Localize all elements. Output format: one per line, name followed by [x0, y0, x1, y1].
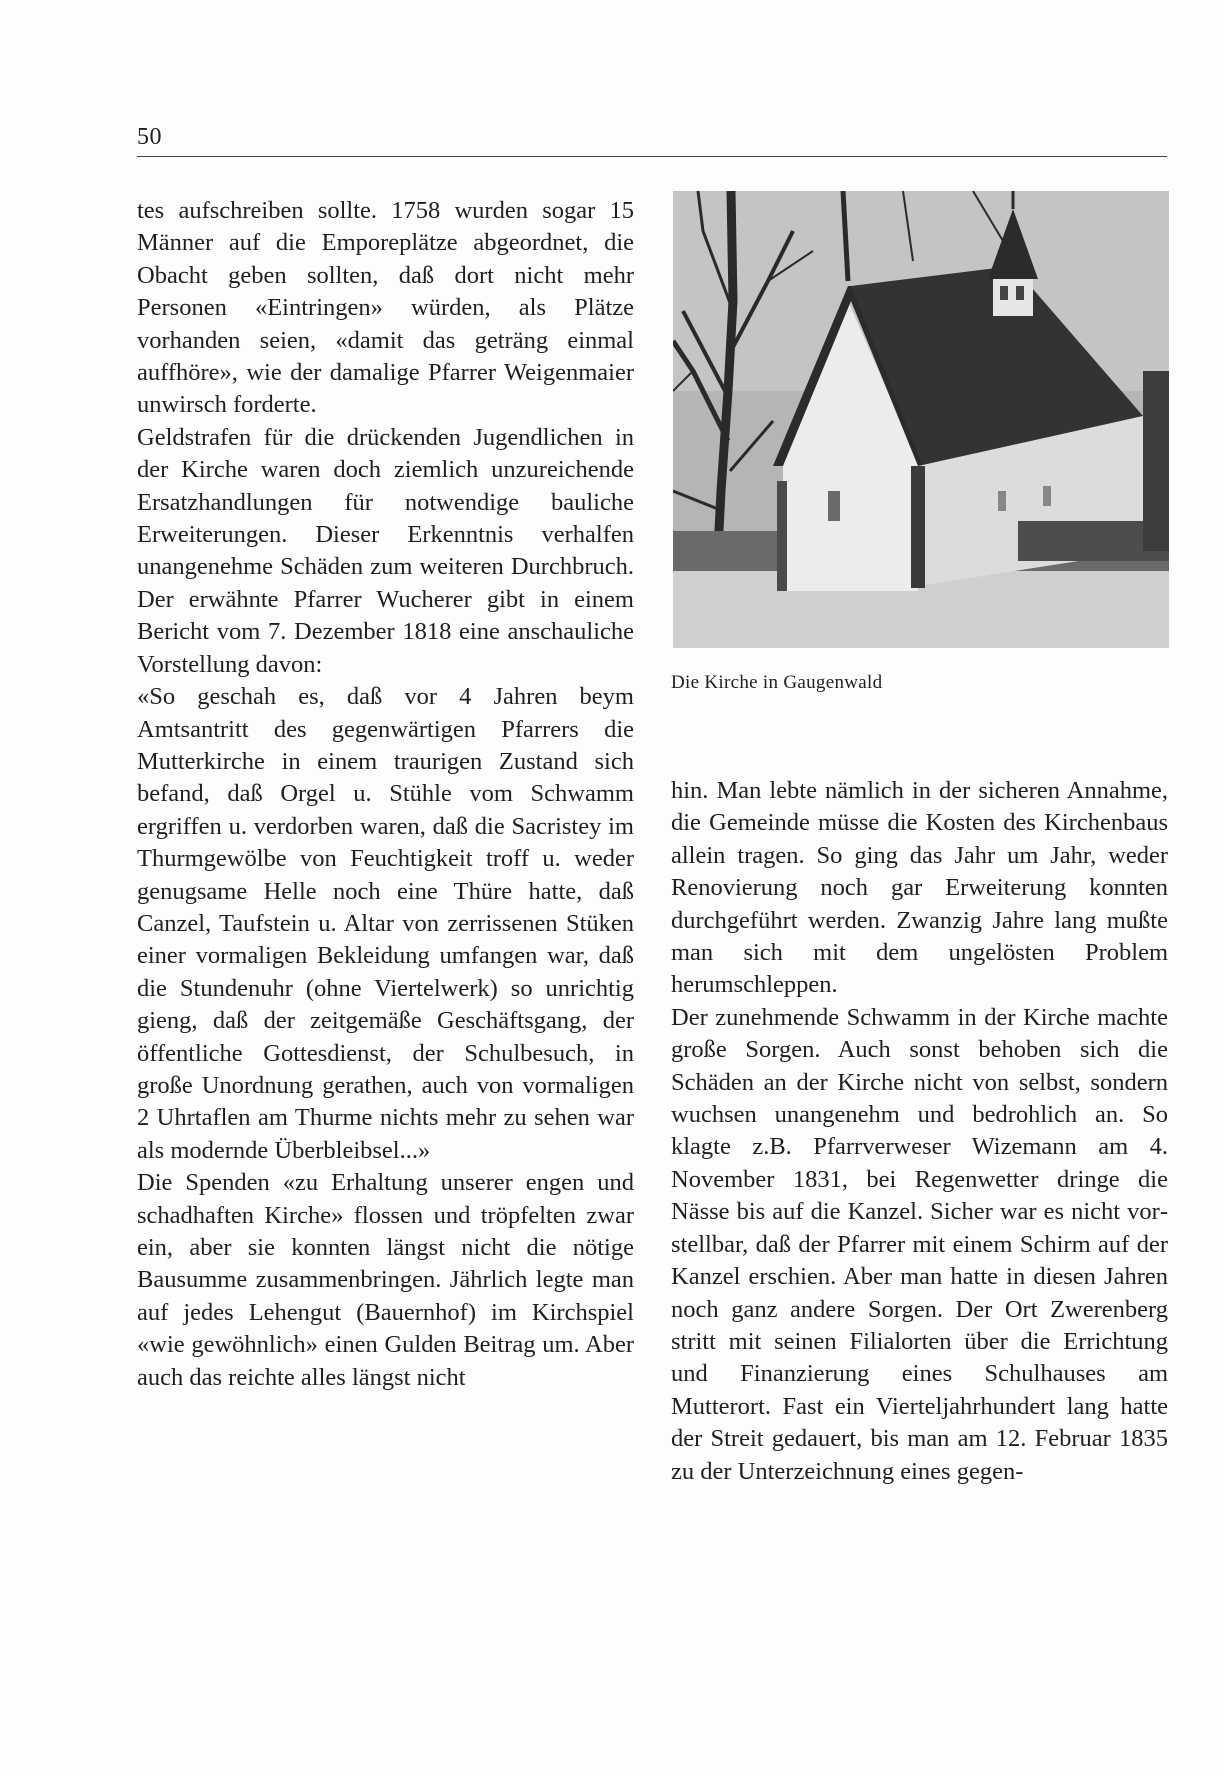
figure-caption: Die Kirche in Gaugenwald [671, 672, 883, 693]
paragraph: Geldstrafen für die drückenden Jugendlichen in der Kirche waren doch ziemlich unzureichende Ersatzhandlungen für notwendige bauliche Erweiterungen. Dieser Erkenntnis verhalfen unangenehme Schäden zum weiteren Durchbruch. Der erwähnte Pfarrer Wucherer gibt in einem Bericht vom 7. Dezember 1818 eine anschauliche Vorstellung davon: [137, 423, 634, 678]
paragraph: hin. Man lebte nämlich in der sicheren Annahme, die Gemeinde müsse die Kosten des Kirchenbaus allein tragen. So ging das Jahr um Jahr, weder Renovierung noch gar Erweiterung konnten durchgeführt werden. Zwanzig Jahre lang mußte man sich mit dem ungelösten Problem herumschleppen. [671, 777, 1168, 999]
page-number: 50 [137, 124, 162, 150]
paragraph: Der zunehmende Schwamm in der Kirche machte große Sorgen. Auch sonst behoben sich die Schäden an der Kirche nicht von selbst, sondern wuchsen unangenehm und bedrohlich an. So klagte z.B. Pfarrverweser Wizemann am 4. November 1831, bei Regenwetter dringe die Nässe bis auf die Kanzel. Sicher war es nicht vorstellbar, daß der Pfarrer mit einem Schirm auf der Kanzel erschien. Aber man hatte in diesen Jahren noch ganz andere Sorgen. Der Ort Zwerenberg stritt mit seinen Filialorten über die Errichtung und Finanzierung eines Schulhauses am Mutterort. Fast ein Vierteljahrhundert lang hatte der Streit gedauert, bis man am 12. Februar 1835 zu der Unterzeichnung eines gegen- [671, 1003, 1168, 1485]
church-photo-icon [673, 191, 1169, 648]
church-photo [673, 191, 1169, 648]
right-column [671, 775, 1168, 1488]
header-rule [137, 156, 1167, 157]
paragraph: Die Spenden «zu Erhaltung unserer engen und schadhaften Kirche» flossen und tröpfelten zwar ein, aber sie konnten längst nicht die nötige Bausumme zusammenbringen. Jährlich legte man auf jedes Lehengut (Bauernhof) im Kirchspiel «wie gewöhnlich» einen Gulden Beitrag um. Aber auch das reichte alles längst nicht [137, 1169, 634, 1391]
left-column [137, 195, 634, 1394]
paragraph: «So geschah es, daß vor 4 Jahren beym Amtsantritt des gegenwärtigen Pfarrers die Mutterkirche in einem traurigen Zustand sich befand, daß Orgel u. Stühle vom Schwamm ergriffen u. verdorben waren, daß die Sacristey im Thurmgewölbe von Feuchtigkeit troff u. weder genugsame Helle noch eine Thüre hatte, daß Canzel, Taufstein u. Altar von zerrissenen Stüken einer vormaligen Bekleidung umfangen war, daß die Stundenuhr (ohne Viertelwerk) so unrichtig gieng, daß der zeitgemäße Geschäftsgang, der öffentliche Gottesdienst, der Schulbesuch, in große Unordnung gerathen, auch von vormaligen 2 Uhrtaflen am Thurme nichts mehr zu sehen war als modernde Überbleibsel...» [137, 683, 634, 1164]
paragraph: tes aufschreiben sollte. 1758 wurden sogar 15 Männer auf die Emporeplätze abgeordnet, die Obacht geben sollten, daß dort nicht mehr Personen «Eintringen» würden, als Plätze vorhanden seien, «damit das geträng einmal auffhöre», wie der damalige Pfarrer Weigenmaier unwirsch forderte. [137, 197, 634, 419]
